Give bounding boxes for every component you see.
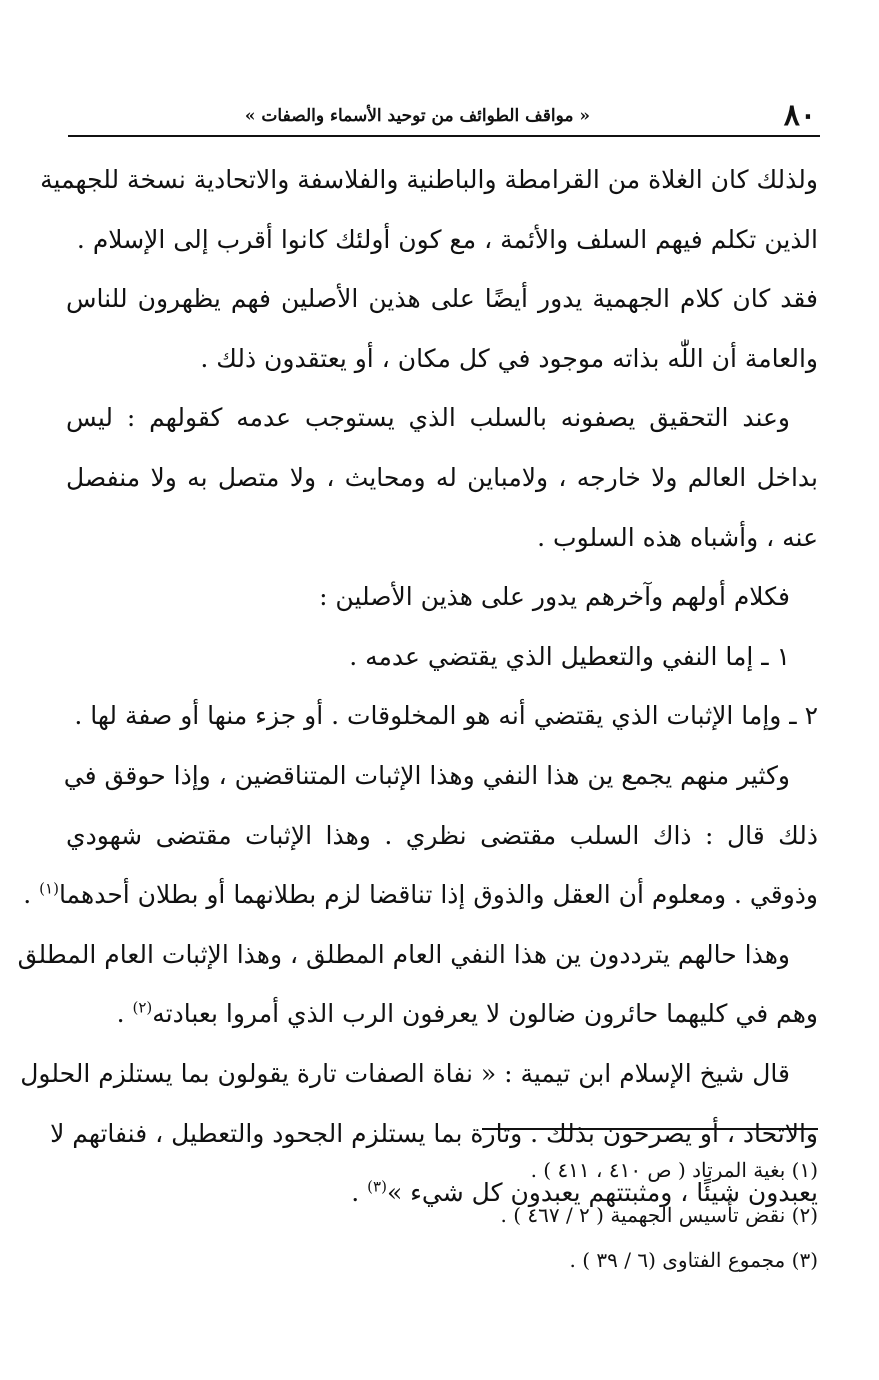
text-line: ذلك قال : ذاك السلب مقتضى نظري . وهذا الإثبات مقتضى شهودي bbox=[66, 820, 818, 850]
footnote-marker: (١) bbox=[39, 879, 59, 898]
text-segment: يعبدون شيئًا ، ومثبتتهم يعبدون كل شيء » bbox=[386, 1178, 818, 1208]
text-segment: وذوقي . ومعلوم أن العقل والذوق إذا تناقضا لزم بطلانهما أو بطلان أحدهما bbox=[58, 880, 818, 910]
running-title: « مواقف الطوائف من توحيد الأسماء والصفات » bbox=[244, 106, 590, 126]
text-segment: وهم في كليهما حائرون ضالون لا يعرفون الرب الذي أمروا بعبادته bbox=[152, 999, 818, 1029]
footnote: (١) بغية المرتاد ( ص ٤١٠ ، ٤١١ ) . bbox=[530, 1158, 818, 1182]
list-item: ٢ ـ وإما الإثبات الذي يقتضي أنه هو المخلوقات . أو جزء منها أو صفة لها . bbox=[74, 701, 818, 731]
text-line: والعامة أن اللّٰه بذاته موجود في كل مكان ، أو يعتقدون ذلك . bbox=[200, 343, 818, 373]
text-line: وهذا حالهم يترددون ين هذا النفي العام المطلق ، وهذا الإثبات العام المطلق bbox=[17, 939, 790, 969]
text-segment: . bbox=[23, 880, 32, 910]
footnote-marker: (٣) bbox=[367, 1177, 387, 1196]
text-line bbox=[23, 865, 818, 925]
footnotes bbox=[300, 1148, 818, 1283]
text-line bbox=[66, 984, 818, 1044]
text-line: الذين تكلم فيهم السلف والأئمة ، مع كون أولئك كانوا أقرب إلى الإسلام . bbox=[76, 224, 818, 254]
footnote: (٢) نقض تأسيس الجهمية ( ٢ / ٤٦٧ ) . bbox=[500, 1203, 818, 1227]
page-header bbox=[68, 96, 820, 136]
list-item: ١ ـ إما النفي والتعطيل الذي يقتضي عدمه . bbox=[349, 641, 790, 671]
text-line: قال شيخ الإسلام ابن تيمية : « نفاة الصفات تارة يقولون بما يستلزم الحلول bbox=[20, 1058, 790, 1088]
footnote: (٣) مجموع الفتاوى (٦ / ٣٩ ) . bbox=[569, 1248, 818, 1272]
text-line: وعند التحقيق يصفونه بالسلب الذي يستوجب عدمه كقولهم : ليس bbox=[66, 403, 790, 433]
text-segment: . bbox=[116, 999, 125, 1029]
page-number: ٨٠ bbox=[783, 98, 816, 133]
footnote-marker: (٢) bbox=[132, 998, 153, 1017]
text-line: بداخل العالم ولا خارجه ، ولامباين له ومحايث ، ولا متصل به ولا منفصل bbox=[66, 462, 818, 492]
text-segment: . bbox=[351, 1178, 360, 1208]
text-line: ولذلك كان الغلاة من القرامطة والباطنية والفلاسفة والاتحادية نسخة للجهمية bbox=[40, 165, 818, 194]
text-line: فقد كان كلام الجهمية يدور أيضًا على هذين الأصلين فهم يظهرون للناس bbox=[66, 284, 818, 314]
text-line: فكلام أولهم وآخرهم يدور على هذين الأصلين : bbox=[319, 582, 790, 612]
main-text bbox=[17, 150, 818, 1223]
text-line: عنه ، وأشباه هذه السلوب . bbox=[537, 522, 818, 552]
text-line: وكثير منهم يجمع ين هذا النفي وهذا الإثبات المتناقضين ، وإذا حوقق في bbox=[63, 760, 790, 790]
text-line: والاتحاد ، أو يصرحون بذلك . وتارة بما يستلزم الجحود والتعطيل ، فنفاتهم لا bbox=[50, 1118, 818, 1148]
footnote-divider bbox=[482, 1128, 818, 1130]
header-divider bbox=[68, 135, 820, 137]
